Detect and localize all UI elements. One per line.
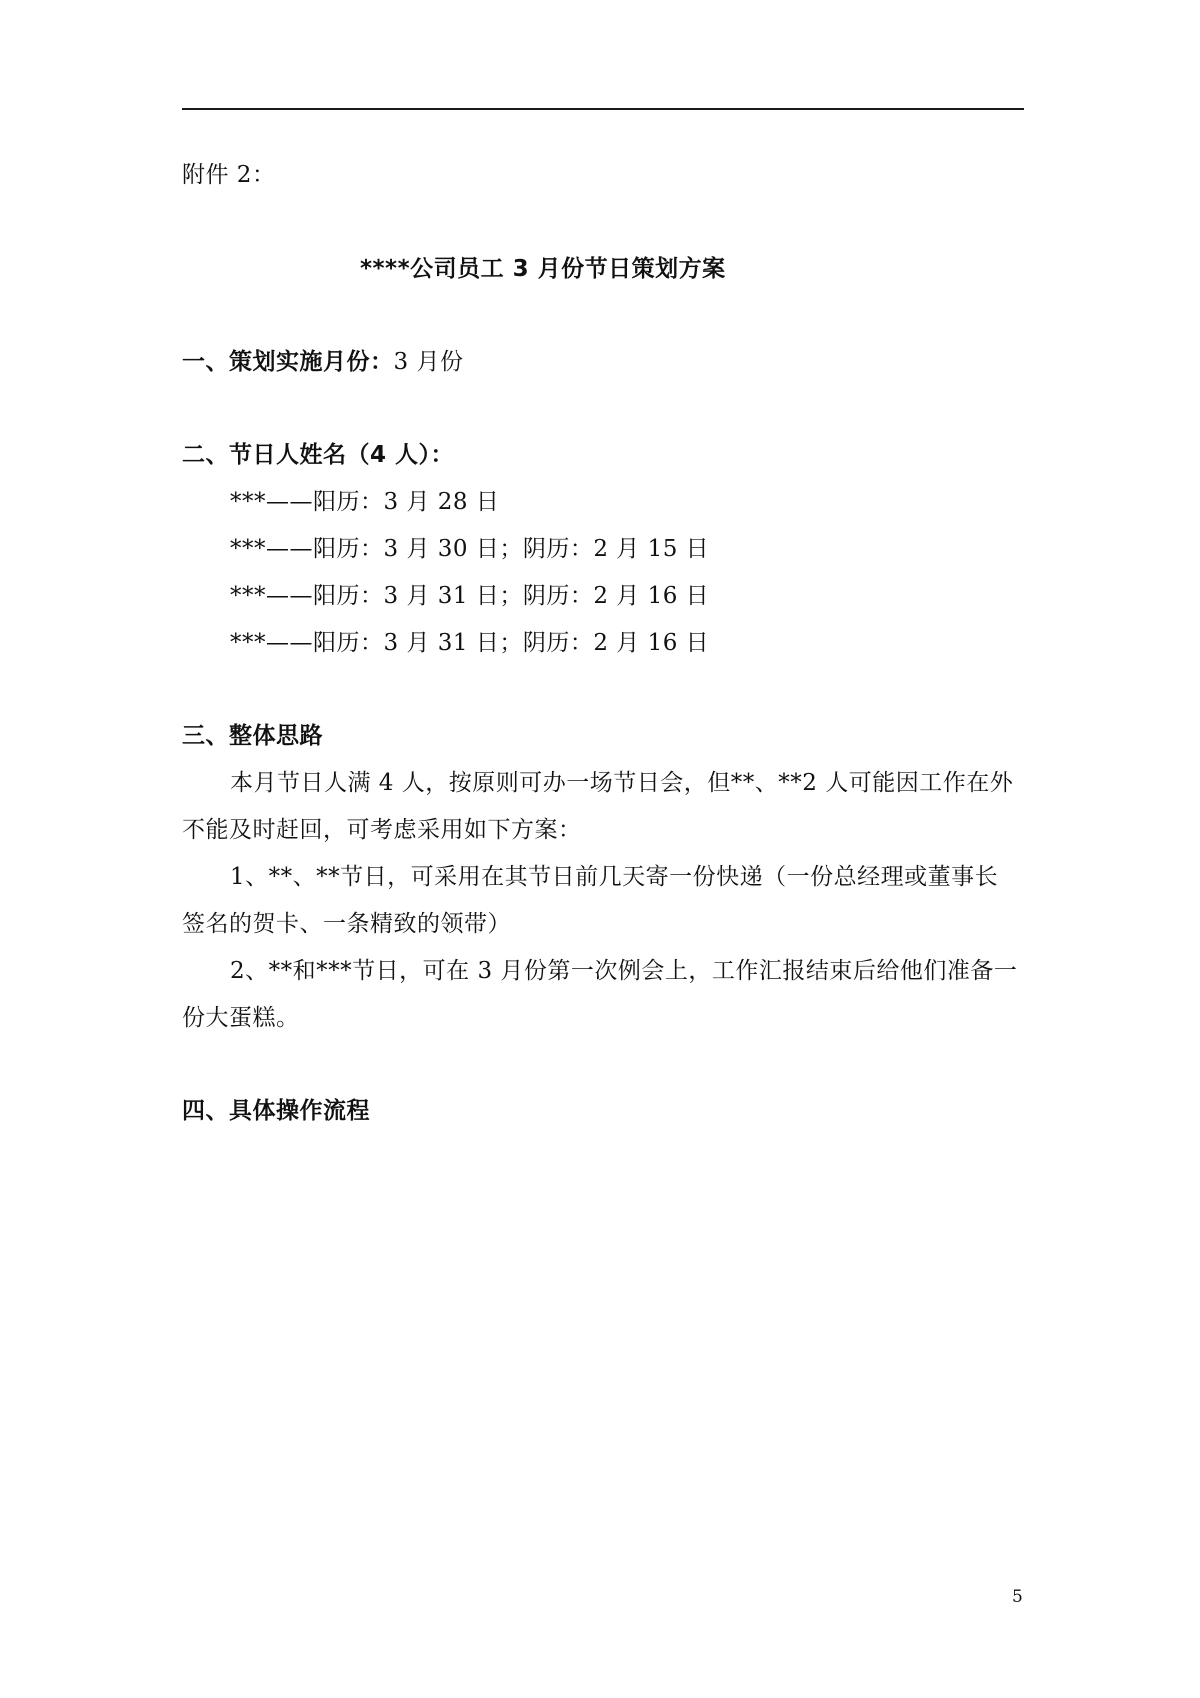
section-3-heading: 三、整体思路	[182, 723, 323, 749]
document-title: ****公司员工 3 月份节日策划方案	[360, 256, 726, 282]
section-1	[182, 347, 463, 377]
header-rule	[182, 108, 1024, 110]
birthday-item: ***——阳历：3 月 31 日；阴历：2 月 16 日	[230, 583, 710, 609]
section-2-heading: 二、节日人姓名（4 人）：	[182, 442, 455, 468]
paragraph-line: 不能及时赶回，可考虑采用如下方案：	[182, 817, 582, 843]
attachment-label: 附件 2：	[182, 162, 276, 188]
paragraph-line: 份大蛋糕。	[182, 1005, 300, 1031]
section-4-heading: 四、具体操作流程	[182, 1098, 370, 1124]
birthday-item: ***——阳历：3 月 28 日	[230, 489, 500, 515]
paragraph-line: 本月节日人满 4 人，按原则可办一场节日会，但**、**2 人可能因工作在外	[230, 770, 1014, 796]
section-1-value: 3 月份	[393, 349, 464, 375]
paragraph-line: 1、**、**节日，可采用在其节日前几天寄一份快递（一份总经理或董事长	[230, 864, 999, 890]
birthday-item: ***——阳历：3 月 30 日；阴历：2 月 15 日	[230, 536, 710, 562]
paragraph-line: 2、**和***节日，可在 3 月份第一次例会上，工作汇报结束后给他们准备一	[230, 958, 1018, 984]
birthday-item: ***——阳历：3 月 31 日；阴历：2 月 16 日	[230, 630, 710, 656]
section-1-heading: 一、策划实施月份：	[182, 349, 394, 375]
page-number: 5	[1012, 1587, 1023, 1607]
paragraph-line: 签名的贺卡、一条精致的领带）	[182, 911, 511, 937]
